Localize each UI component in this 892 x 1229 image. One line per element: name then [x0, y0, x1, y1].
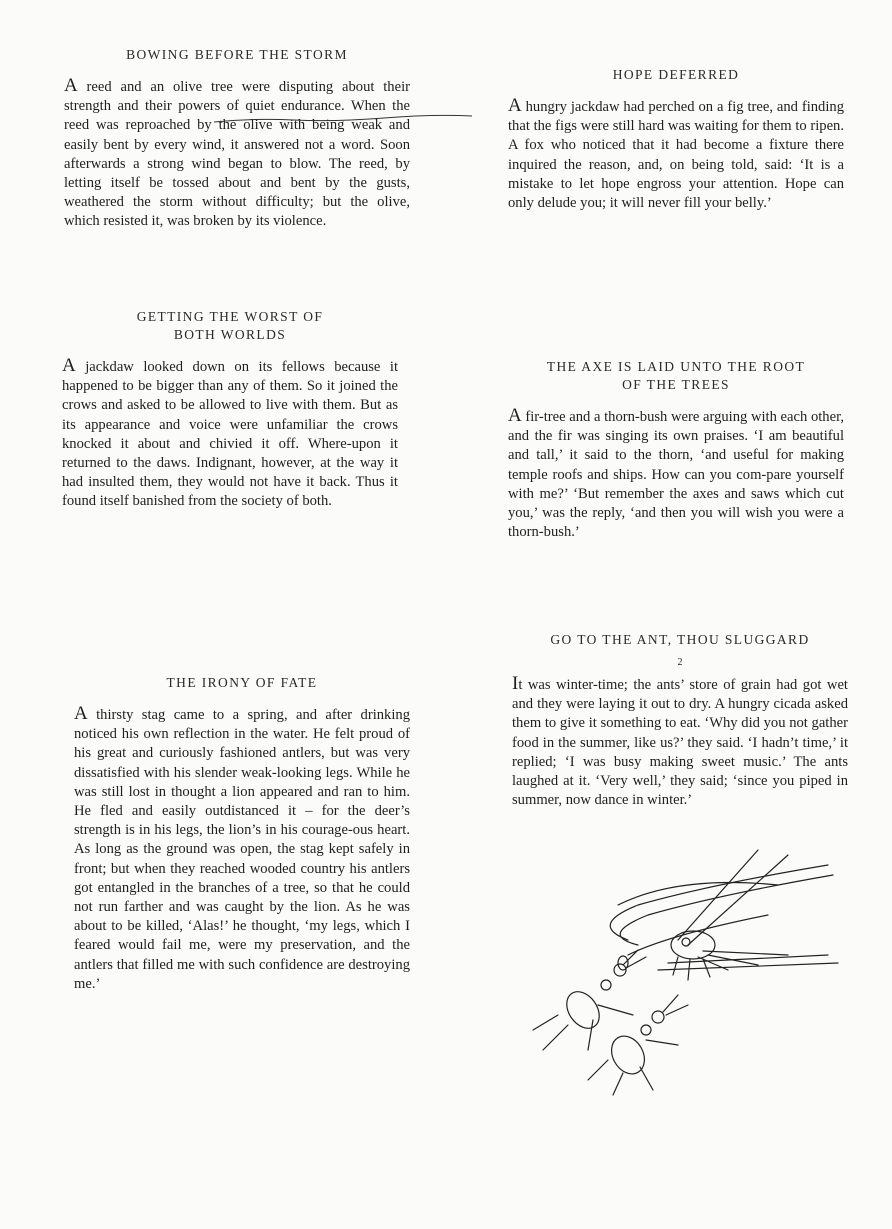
fable-body: reed and an olive tree were disputing about their strength and their powers of quiet endurance. When the reed was reproached by the olive with being weak and easily bent by every wind, it answered not a word. Soon afterwards a strong wind began to blow. The reed, by letting itself be tossed about and bent by the gusts, weathered the storm without difficulty; but the olive, which resisted it, was broken by its violence.	[64, 79, 410, 230]
fable-go-to-the-ant	[512, 631, 848, 810]
fable-hope-deferred	[508, 66, 844, 213]
fable-text	[512, 674, 848, 810]
fable-text	[64, 76, 410, 232]
fable-title	[64, 46, 410, 64]
fable-body: jackdaw looked down on its fellows because it happened to be bigger than any of them. So it joined the crows and asked to be allowed to live with them. But as its appearance and voice were unfamiliar the crows knocked it about and chivied it off. Where-upon it returned to the daws. Indignant, however, at the way it had insulted them, they would not have it back. Thus it found itself banished from the society of both.	[62, 359, 398, 510]
drop-cap: I	[512, 673, 519, 694]
title-line: THE IRONY OF FATE	[166, 675, 318, 690]
fable-body: hungry jackdaw had perched on a fig tree, and finding that the figs were still hard was waiting for them to ripen. A fox who noticed that it had become a fixture there inquired the reason, and, on being told, said: ‘It is a mistake to let hope engross your attention. Hope can only delude you; it will never fill your belly.’	[508, 99, 844, 212]
fable-text	[508, 406, 844, 542]
cicada-and-ants-illustration	[528, 845, 848, 1105]
title-line: HOPE DEFERRED	[612, 67, 740, 82]
fable-body: thirsty stag came to a spring, and after drinking noticed his own reflection in the water. He felt proud of his great and curiously fashioned antlers, but was very dissatisfied with his slender weak-looking legs. While he was still lost in thought a lion appeared and ran to him. He fled and easily outdistanced it – for the deer’s strength is in his legs, the lion’s in his courage-ous heart. As long as the ground was open, the stag kept safely in front; but when they reached wooded country his antlers got entangled in the branches of a tree, so that he could not run farther and was caught by the lion. As he was about to be killed, ‘Alas!’ he thought, ‘my legs, which I feared would fail me, were my preservation, and the antlers that filled me with such confidence are destroying me.’	[74, 707, 410, 992]
page-number: 2	[677, 657, 683, 668]
fable-title	[508, 358, 844, 394]
fable-text	[508, 96, 844, 213]
pen-strike-mark	[214, 108, 474, 128]
fable-text	[62, 356, 398, 512]
fable-title	[62, 308, 398, 344]
title-line: OF THE TREES	[622, 377, 730, 392]
title-line: THE AXE IS LAID UNTO THE ROOT	[546, 359, 806, 374]
title-line: BOTH WORLDS	[173, 327, 287, 342]
fable-bowing-before-the-storm	[64, 46, 410, 232]
fable-title	[512, 631, 848, 649]
drop-cap: A	[62, 355, 76, 376]
fable-the-axe-is-laid	[508, 358, 844, 542]
drop-cap: A	[508, 95, 522, 116]
title-line: GO TO THE ANT, THOU SLUGGARD	[550, 632, 810, 647]
fable-body: t was winter-time; the ants’ store of grain had got wet and they were laying it out to dry. A hungry cicada asked them to give it something to eat. ‘Why did you not gather food in the summer, like us?’ they said. ‘I hadn’t time,’ it replied; ‘I was busy making sweet music.’ The ants laughed at it. ‘Very well,’ they said; ‘since you piped in summer, now dance in winter.’	[512, 677, 848, 809]
fable-body: fir-tree and a thorn-bush were arguing with each other, and the fir was singing its own praises. ‘I am beautiful and tall,’ it said to the thorn, ‘and useful for making temple roofs and ships. How can you com-pare yourself with me?’ ‘But remember the axes and saws which cut you,’ was the reply, ‘and then you will wish you were a thorn-bush.’	[508, 409, 844, 541]
drop-cap: A	[508, 405, 522, 426]
fable-getting-the-worst-of-both-worlds	[62, 308, 398, 512]
fable-text	[74, 704, 410, 994]
drop-cap: A	[74, 703, 88, 724]
title-line: BOWING BEFORE THE STORM	[126, 47, 348, 62]
fable-the-irony-of-fate	[74, 674, 410, 994]
title-line: GETTING THE WORST OF	[136, 309, 324, 324]
drop-cap: A	[64, 75, 78, 96]
fable-title	[74, 674, 410, 692]
fable-title	[508, 66, 844, 84]
